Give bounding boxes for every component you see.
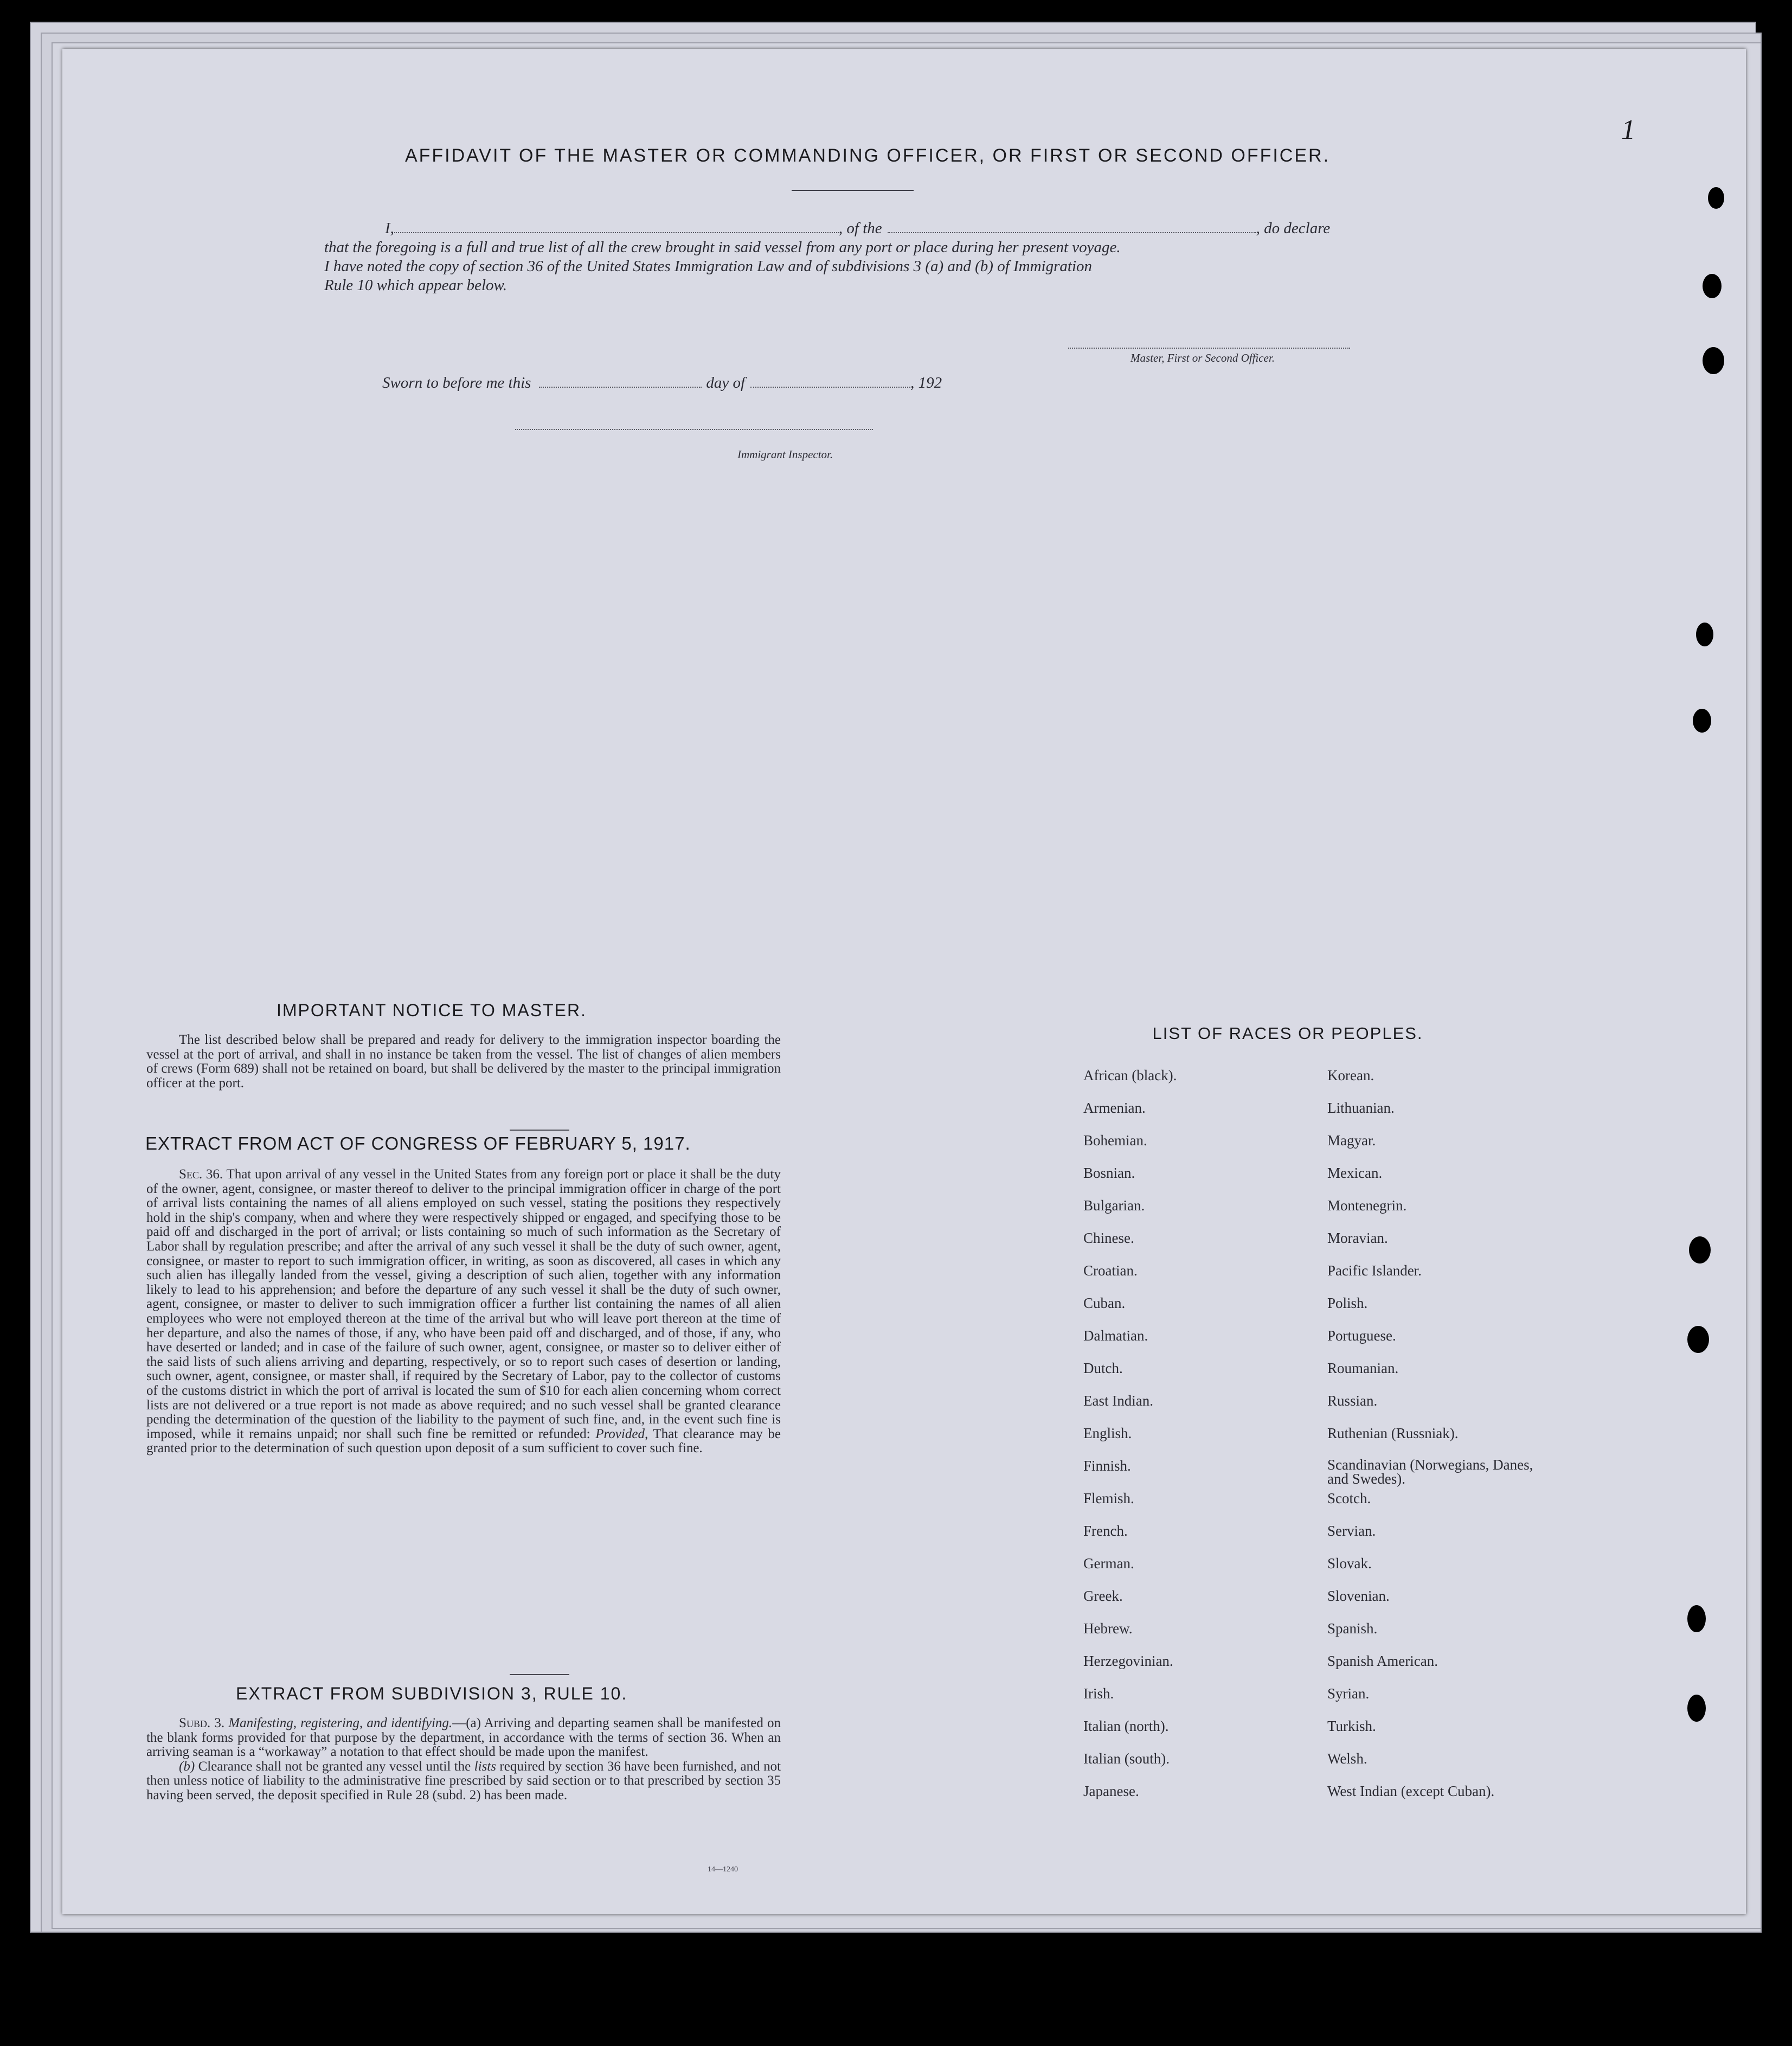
para-b-text-2: required by section 36 have been furnished, and not then unless notice of liability to the administrative fine prescribed by said section or to that prescribed by section 35 having been served, the deposit specified in Rule 28 (subd. 2) has been made.	[146, 1759, 781, 1803]
para-b-text-1: Clearance shall not be granted any vessel until the	[198, 1759, 471, 1774]
list-item: Japanese.	[1083, 1783, 1139, 1799]
rule-extract-heading: EXTRACT FROM SUBDIVISION 3, RULE 10.	[236, 1684, 628, 1703]
list-item: Dalmatian.	[1083, 1327, 1148, 1344]
binder-hole	[1696, 623, 1713, 646]
list-item: Scotch.	[1327, 1490, 1371, 1506]
list-item: Herzegovinian.	[1083, 1653, 1173, 1669]
list-item: English.	[1083, 1425, 1132, 1441]
races-column-1	[1083, 1067, 1177, 1816]
para-b-lists: lists	[474, 1759, 496, 1774]
list-item: Turkish.	[1327, 1718, 1376, 1734]
binder-hole	[1687, 1326, 1709, 1353]
officer-signature-label: Master, First or Second Officer.	[1131, 351, 1275, 364]
list-item: Flemish.	[1083, 1490, 1134, 1506]
binder-hole	[1708, 187, 1724, 209]
inspector-signature-label: Immigrant Inspector.	[737, 448, 833, 461]
of-the-label: , of the	[838, 220, 882, 237]
list-item: Mexican.	[1327, 1165, 1383, 1181]
list-item: Irish.	[1083, 1685, 1114, 1702]
list-item: Finnish.	[1083, 1458, 1131, 1474]
binder-hole	[1693, 709, 1711, 733]
list-item: Lithuanian.	[1327, 1100, 1395, 1116]
affidavit-line-3: I have noted the copy of section 36 of the United States Immigration Law and of subdivisions 3 (a) and (b) of Immigration	[324, 258, 1093, 275]
list-item: Magyar.	[1327, 1132, 1376, 1149]
list-item: Croatian.	[1083, 1262, 1138, 1279]
list-item: Spanish.	[1327, 1620, 1378, 1637]
list-item: Italian (south).	[1083, 1750, 1170, 1767]
affidavit-title: AFFIDAVIT OF THE MASTER OR COMMANDING OFFICER, OR FIRST OR SECOND OFFICER.	[404, 145, 1331, 166]
list-item: Scandinavian (Norwegians, Danes, and Swedes).	[1327, 1457, 1533, 1487]
list-item: Bulgarian.	[1083, 1197, 1145, 1214]
list-item: Cuban.	[1083, 1295, 1126, 1311]
list-item: Korean.	[1327, 1067, 1374, 1083]
affidavit-line-4: Rule 10 which appear below.	[324, 277, 507, 294]
subd-title: Manifesting, registering, and identifying.	[228, 1716, 453, 1730]
list-item: African (black).	[1083, 1067, 1177, 1083]
list-item: Pacific Islander.	[1327, 1262, 1422, 1279]
notice-text	[146, 1033, 781, 1091]
list-item: Hebrew.	[1083, 1620, 1133, 1637]
list-item: Russian.	[1327, 1393, 1378, 1409]
rule-paragraph-a	[146, 1716, 781, 1760]
act-extract-text	[146, 1168, 781, 1456]
i-label: I,	[385, 220, 394, 237]
list-item: Roumanian.	[1327, 1360, 1399, 1376]
binder-hole	[1703, 274, 1722, 298]
list-item: Spanish American.	[1327, 1653, 1438, 1669]
act-divider	[510, 1674, 569, 1675]
notice-heading: IMPORTANT NOTICE TO MASTER.	[277, 1000, 587, 1020]
list-item: Servian.	[1327, 1523, 1376, 1539]
list-item: Dutch.	[1083, 1360, 1123, 1376]
binder-hole	[1687, 1695, 1706, 1722]
title-divider	[792, 190, 914, 191]
binder-hole	[1689, 1236, 1711, 1263]
sworn-month-field[interactable]	[750, 386, 910, 388]
officer-name-field[interactable]	[394, 232, 839, 233]
binder-hole	[1687, 1605, 1706, 1632]
list-item: Italian (north).	[1083, 1718, 1169, 1734]
sworn-line	[382, 374, 942, 392]
list-item: Armenian.	[1083, 1100, 1146, 1116]
provided-label: Provided,	[595, 1426, 648, 1441]
list-item: Montenegrin.	[1327, 1197, 1407, 1214]
list-item: Slovak.	[1327, 1555, 1372, 1572]
list-item: Slovenian.	[1327, 1588, 1390, 1604]
para-a-text: —(a) Arriving and departing seamen shall be manifested on the blank forms provided for that purpose by the department, in accordance with the terms of section 36. When an arriving seaman is a “workaway” a notation to that effect should be made upon the manifest.	[146, 1716, 781, 1760]
races-column-2	[1327, 1067, 1555, 1816]
vessel-name-field[interactable]	[888, 232, 1256, 233]
notice-divider	[510, 1130, 569, 1131]
affidavit-line-2: that the foregoing is a full and true list of all the crew brought in said vessel from any port or place during her present voyage.	[324, 239, 1121, 256]
act-text-end: That clearance may be granted prior to the determination of such question upon deposit of a sum sufficient to cover such fine.	[146, 1426, 781, 1456]
list-item: Bosnian.	[1083, 1165, 1135, 1181]
officer-signature-line[interactable]	[1068, 347, 1350, 349]
binder-hole	[1703, 347, 1724, 374]
affidavit-line-1	[385, 220, 1330, 238]
list-item: Ruthenian (Russniak).	[1327, 1425, 1459, 1441]
subd-label: Subd. 3.	[179, 1716, 225, 1730]
do-declare-label: , do declare	[1256, 220, 1331, 237]
day-of-label: day of	[706, 374, 746, 392]
races-heading: LIST OF RACES OR PEOPLES.	[1152, 1024, 1423, 1043]
list-item: East Indian.	[1083, 1393, 1153, 1409]
list-item: Syrian.	[1327, 1685, 1370, 1702]
list-item: German.	[1083, 1555, 1134, 1572]
sworn-label: Sworn to before me this	[382, 374, 531, 392]
list-item: Moravian.	[1327, 1230, 1388, 1246]
list-item: Chinese.	[1083, 1230, 1134, 1246]
rule-extract-text	[146, 1716, 781, 1803]
rule-paragraph-b	[146, 1760, 781, 1803]
list-item: West Indian (except Cuban).	[1327, 1783, 1495, 1799]
para-b-label: (b)	[179, 1759, 195, 1774]
act-extract-heading: EXTRACT FROM ACT OF CONGRESS OF FEBRUARY 5, 1917.	[145, 1133, 691, 1153]
notice-paragraph: The list described below shall be prepared and ready for delivery to the immigration inspector boarding the vessel at the port of arrival, and shall in no instance be taken from the vessel. The list of changes of alien members of crews (Form 689) shall not be retained on board, but shall be delivered by the master to the principal immigration officer at the port.	[146, 1032, 781, 1091]
section-label: Sec. 36.	[179, 1167, 223, 1182]
page-number: 1	[1621, 114, 1635, 145]
list-item: Portuguese.	[1327, 1327, 1396, 1344]
sworn-day-field[interactable]	[539, 386, 702, 388]
list-item: Polish.	[1327, 1295, 1368, 1311]
act-paragraph	[146, 1168, 781, 1456]
list-item: Bohemian.	[1083, 1132, 1147, 1149]
list-item: French.	[1083, 1523, 1128, 1539]
list-item: Greek.	[1083, 1588, 1123, 1604]
list-item: Welsh.	[1327, 1750, 1367, 1767]
act-text: That upon arrival of any vessel in the United States from any foreign port or place it shall be the duty of the owner, agent, consignee, or master thereof to deliver to the principal immigration officer in charge of the port of arrival lists containing the names of all aliens employed on such vessel, stating the positions they respectively hold in the ship's company, when and where they were respectively shipped or engaged, and specifying those to be paid off and discharged in the port of arrival; or lists containing so much of such information as the Secretary of Labor shall by regulation prescribe; and after the arrival of any such vessel it shall be the duty of such owner, agent, consignee, or master to report to such immigration officer, in writing, as soon as discovered, all cases in which any such alien has illegally landed from the vessel, giving a description of such alien, together with any information likely to lead to his apprehension; and before the departure of any such vessel it shall be the duty of such owner, agent, consignee, or master to deliver to such immigration officer a further list containing the names of all alien employees who were not employed thereon at the time of the arrival but who will leave port thereon at the time of her departure, and also the names of those, if any, who have been paid off and discharged, and of those, if any, who have deserted or landed; and in case of the failure of such owner, agent, consignee, or master so to deliver either of the said lists of such aliens arriving and departing, respectively, or so to report such cases of desertion or landing, such owner, agent, consignee, or master shall, if required by the Secretary of Labor, pay to the collector of customs of the customs district in which the port of arrival is located the sum of $10 for each alien concerning whom correct lists are not delivered or a true report is not made as above required; and no such vessel shall be granted clearance pending the determination of the question of the liability to the payment of such fine, and, in the event such fine is imposed, while it remains unpaid; nor shall such fine be remitted or refunded:	[146, 1167, 781, 1441]
year-label: , 192	[910, 374, 942, 392]
form-code: 14—1240	[708, 1865, 738, 1874]
inspector-signature-line[interactable]	[515, 428, 873, 430]
